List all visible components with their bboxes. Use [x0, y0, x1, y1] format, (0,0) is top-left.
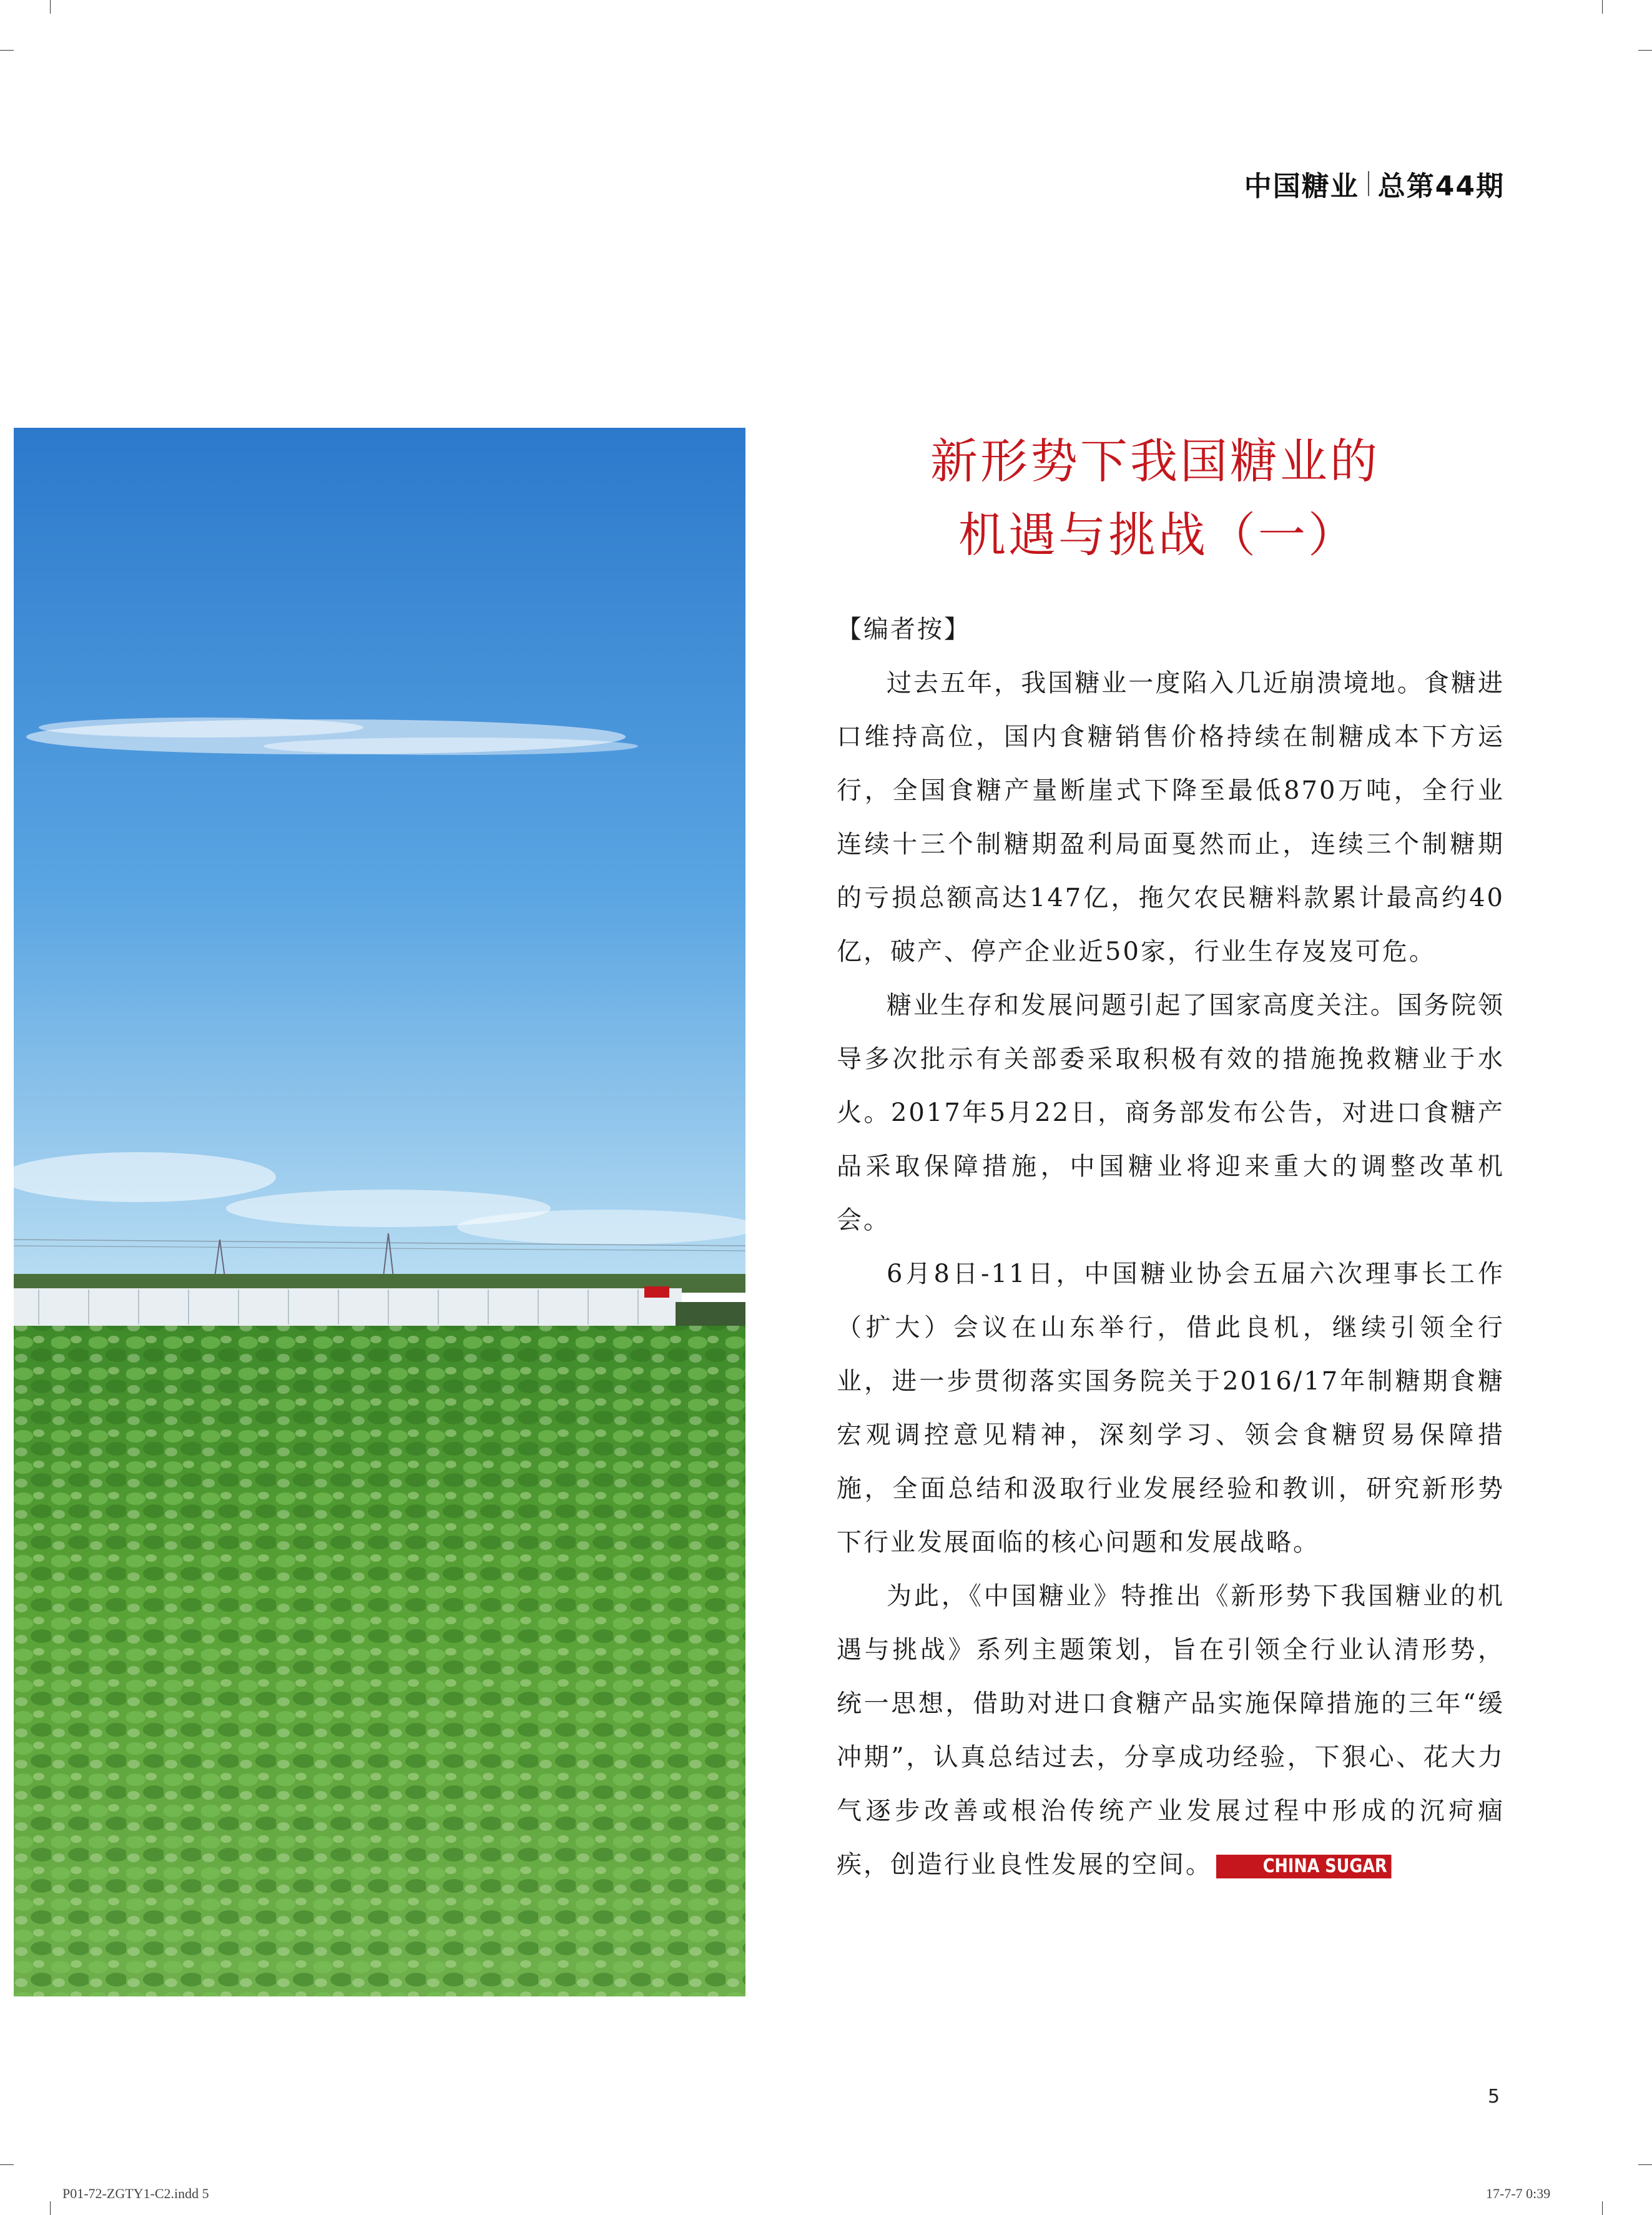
- paragraph-1: 过去五年，我国糖业一度陷入几近崩溃境地。食糖进口维持高位，国内食糖销售价格持续在制糖成本下方运行，全国食糖产量断崖式下降至最低870万吨，全行业连续十三个制糖期盈利局面戛然而止，连续三个制糖期的亏损总额高达147亿，拖欠农民糖料款累计最高约40亿，破产、停产企业近50家，行业生存岌岌可危。: [837, 669, 1505, 966]
- page-number: 5: [1488, 2086, 1500, 2108]
- article-title-line-1: 新形势下我国糖业的: [930, 433, 1380, 489]
- china-sugar-end-mark: CHINA SUGAR: [1216, 1855, 1391, 1878]
- crop-mark-bottom-left: [50, 2201, 51, 2215]
- magazine-name: 中国糖业: [1244, 170, 1359, 202]
- print-slug-file: P01-72-ZGTY1-C2.indd 5: [62, 2186, 209, 2201]
- article-title: [837, 425, 1461, 572]
- print-slug-datetime: 17-7-7 0:39: [1486, 2186, 1551, 2201]
- header-divider: [1368, 171, 1369, 196]
- crop-mark-top-left-h: [0, 50, 14, 51]
- paragraph-4: [837, 1569, 1505, 1892]
- paragraph-3: 6月8日-11日，中国糖业协会五届六次理事长工作（扩大）会议在山东举行，借此良机，继续引领全行业，进一步贯彻落实国务院关于2016/17年制糖期食糖宏观调控意见精神，深刻学习、领会食糖贸易保障措施，全面总结和汲取行业发展经验和教训，研究新形势下行业发展面临的核心问题和发展战略。: [837, 1260, 1505, 1557]
- article-body: [837, 603, 1505, 1892]
- running-header: [1244, 164, 1505, 204]
- issue-number: 总第44期: [1377, 170, 1505, 202]
- field-photo-illustration: [14, 428, 745, 1996]
- article-title-line-2: 机遇与挑战（一）: [958, 507, 1358, 563]
- paragraph-2: 糖业生存和发展问题引起了国家高度关注。国务院领导多次批示有关部委采取积极有效的措施挽救糖业于水火。2017年5月22日，商务部发布公告，对进口食糖产品采取保障措施，中国糖业将迎来重大的调整改革机会。: [837, 991, 1505, 1235]
- crop-mark-top-left: [50, 0, 51, 14]
- crop-mark-top-right: [1602, 0, 1603, 14]
- crop-mark-top-right-h: [1638, 50, 1652, 51]
- paragraph-4-text: 为此，《中国糖业》特推出《新形势下我国糖业的机遇与挑战》系列主题策划，旨在引领全行业认清形势，统一思想，借助对进口食糖产品实施保障措施的三年“缓冲期”，认真总结过去，分享成功经验，下狠心、花大力气逐步改善或根治传统产业发展过程中形成的沉疴痼疾，创造行业良性发展的空间。: [837, 1582, 1505, 1879]
- crop-mark-bottom-left-h: [0, 2164, 14, 2165]
- crop-mark-bottom-right: [1602, 2201, 1603, 2215]
- editor-note-label: 【编者按】: [837, 615, 971, 644]
- crop-mark-bottom-right-h: [1638, 2164, 1652, 2165]
- sugar-beet-field-photo: [14, 428, 745, 1996]
